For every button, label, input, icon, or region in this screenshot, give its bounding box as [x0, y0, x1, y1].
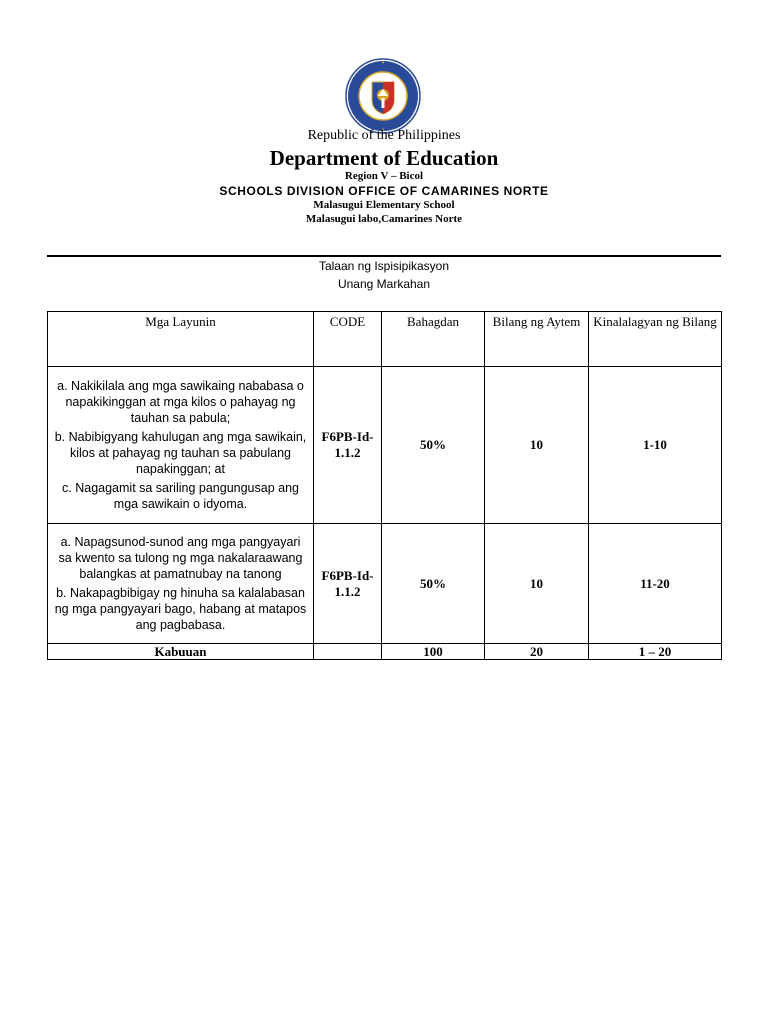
objective-item: b. Nabibigyang kahulugan ang mga sawikain, kilos at pahayag ng tauhan sa pabulang napakinggan; at: [54, 430, 307, 476]
objective-item: b. Nakapagbibigay ng hinuha sa kalalabasan ng mga pangyayari bago, habang at matapos ang pagbabasa.: [54, 586, 307, 632]
objective-item: c. Nagagamit sa sariling pangungusap ang mga sawikain o idyoma.: [62, 481, 299, 511]
header-percent: Bahagdan: [382, 312, 485, 367]
specification-table: [47, 311, 722, 660]
total-row: [48, 644, 722, 660]
code-cell: F6PB-Id-1.1.2: [314, 367, 382, 524]
total-code: [314, 644, 382, 660]
deped-seal-logo: [345, 58, 421, 134]
school-address: Malasugui labo,Camarines Norte: [305, 213, 463, 225]
total-label: Kabuuan: [48, 644, 314, 660]
objective-item: a. Napagsunod-sunod ang mga pangyayari sa kwento sa tulong ng mga nakalaraawang balangkas at pamatnubay na tanong: [58, 535, 303, 581]
table-row: [48, 524, 722, 644]
total-items: 20: [485, 644, 589, 660]
items-cell: 10: [485, 524, 589, 644]
header-objectives: Mga Layunin: [48, 312, 314, 367]
objective-item: a. Nakikilala ang mga sawikaing nababasa o napakikinggan at mga kilos o pahayag ng tauhan sa pabula;: [57, 379, 304, 425]
school-name: Malasugui Elementary School: [313, 199, 455, 211]
placement-cell: 11-20: [589, 524, 722, 644]
header-code: CODE: [314, 312, 382, 367]
header-divider: [47, 255, 721, 257]
header-placement: Kinalalagyan ng Bilang: [589, 312, 722, 367]
department-title: Department of Education: [269, 146, 499, 170]
objectives-cell: [48, 524, 314, 644]
document-subtitle: Unang Markahan: [337, 277, 431, 291]
total-percent: 100: [382, 644, 485, 660]
code-cell: F6PB-Id-1.1.2: [314, 524, 382, 644]
placement-cell: 1-10: [589, 367, 722, 524]
objectives-cell: [48, 367, 314, 524]
table-row: [48, 367, 722, 524]
region-line: Region V – Bicol: [344, 170, 424, 182]
table-header-row: [48, 312, 722, 367]
percent-cell: 50%: [382, 524, 485, 644]
document-title: Talaan ng Ispisipikasyon: [318, 259, 450, 273]
total-placement: 1 – 20: [589, 644, 722, 660]
items-cell: 10: [485, 367, 589, 524]
division-line: SCHOOLS DIVISION OFFICE OF CAMARINES NORTE: [219, 184, 549, 198]
republic-line: Republic of the Philippines: [307, 128, 461, 143]
header-items: Bilang ng Aytem: [485, 312, 589, 367]
percent-cell: 50%: [382, 367, 485, 524]
